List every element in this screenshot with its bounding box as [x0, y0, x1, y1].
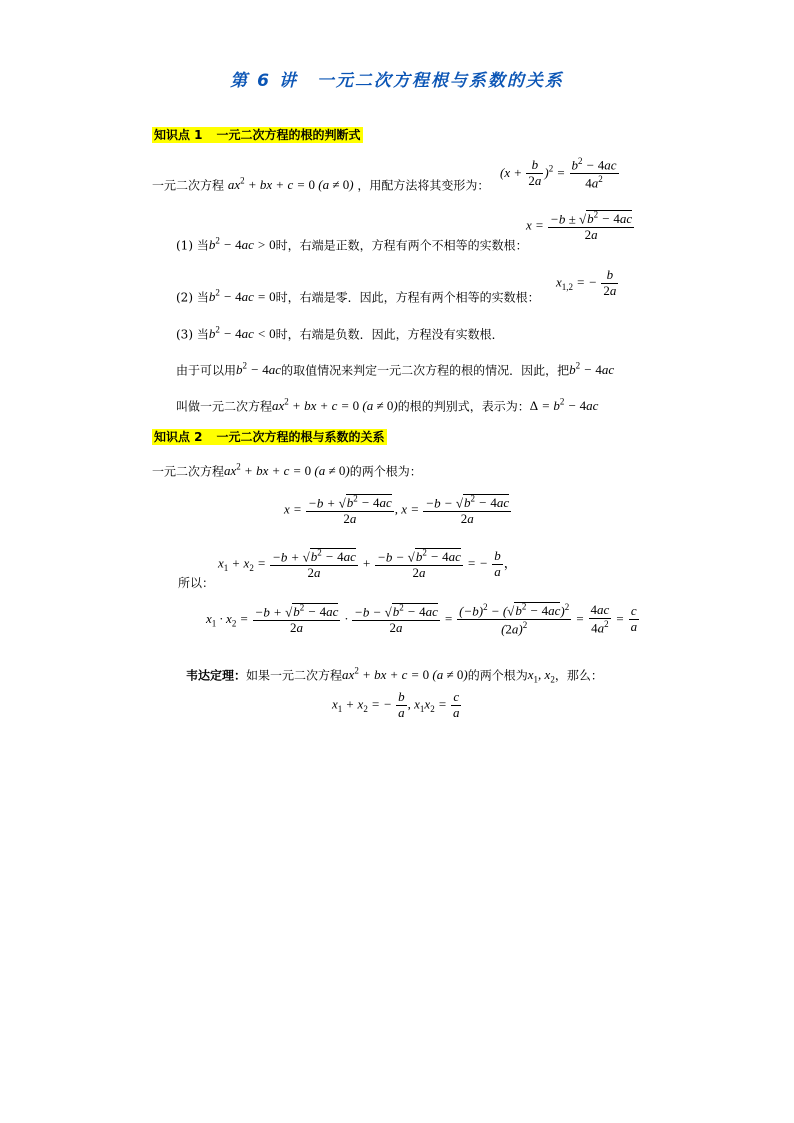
case1-condition: $b^2 - 4ac > 0$: [208, 236, 276, 253]
case1-line: (1) 当$b^2 - 4ac > 0$时，右端是正数，方程有两个不相等的实数根：: [176, 236, 528, 253]
discriminant-note-1: 由于可以用$b^2 - 4ac$的取值情况来判定一元二次方程的根的情况．因此，把$b^2 - 4ac$: [176, 361, 615, 378]
vieta-formulas: $x_1 + x_2$ = − $\frac{b}{a}$ , $x_1x_2$ = $\frac{c}{a}$: [332, 689, 460, 720]
vieta-label: 韦达定理：: [186, 668, 247, 683]
double-root-formula: $x_{1,2}$ = − $\frac{b}{2a}$: [556, 267, 617, 298]
section2-heading: [152, 428, 387, 445]
discriminant-formula: $\Delta = b^2 - 4ac$: [529, 397, 599, 414]
product-of-roots-formula: $x_1 \cdot x_2$ = $\frac{-b + √b^2 - 4ac}{2a}$ · $\frac{-b - √b^2 - 4ac}{2a}$ = $\frac{(-b)^2 - (√b^2 - 4ac)^2}{(2a)^2}$ = $\frac{4ac}{4a^2}$ = $\frac{c}{a}$: [206, 602, 638, 637]
two-roots-formula: x = $\frac{-b + √b^2 - 4ac}{2a}$ , x = $\frac{-b - √b^2 - 4ac}{2a}$: [284, 494, 510, 527]
page-title: 第 6 讲 一元二次方程根与系数的关系: [230, 71, 564, 91]
section1-label: 知识点 1: [154, 128, 203, 142]
case2-line: (2) 当$b^2 - 4ac = 0$时，右端是零．因此，方程有两个相等的实数根：: [176, 288, 540, 305]
section2-intro: 一元二次方程$ax^2$ + bx + c = 0 (a ≠ 0)的两个根为：: [152, 462, 422, 479]
case2-condition: $b^2 - 4ac = 0$: [208, 288, 276, 305]
vieta-statement: 韦达定理：如果一元二次方程$ax^2$ + bx + c = 0 (a ≠ 0)的两个根为$x_1$, $x_2$，那么：: [186, 666, 603, 685]
section1-title: 一元二次方程的根的判断式: [216, 128, 361, 142]
case3-line: (3) 当$b^2 - 4ac < 0$时，右端是负数．因此，方程没有实数根．: [176, 325, 504, 342]
quadratic-equation: $ax^2$ + bx + c = 0 (a ≠ 0): [227, 176, 354, 193]
discriminant-note-2: 叫做一元二次方程$ax^2$ + bx + c = 0 (a ≠ 0)的根的判别式，表示为：$\Delta = b^2 - 4ac$: [176, 397, 599, 414]
case3-condition: $b^2 - 4ac < 0$: [208, 325, 276, 342]
quadratic-formula: x = $\frac{-b \pm √b^2 - 4ac}{2a}$: [526, 210, 633, 243]
section1-intro: 一元二次方程 $ax^2$ + bx + c = 0 (a ≠ 0) ，用配方法将其变形为：: [152, 176, 490, 193]
section2-label: 知识点 2: [154, 430, 203, 444]
sum-of-roots-formula: $x_1 + x_2$ = $\frac{-b + √b^2 - 4ac}{2a}$ + $\frac{-b - √b^2 - 4ac}{2a}$ = − $\frac{b}{a}$ ，: [218, 548, 517, 581]
so-label: 所以：: [178, 576, 215, 590]
section1-heading: [152, 126, 363, 143]
section2-title: 一元二次方程的根与系数的关系: [216, 430, 385, 444]
completed-square-formula: (x + $\frac{b}{2a}$ )$^2$ = $\frac{b^2 - 4ac}{4a^2}$: [500, 156, 617, 191]
